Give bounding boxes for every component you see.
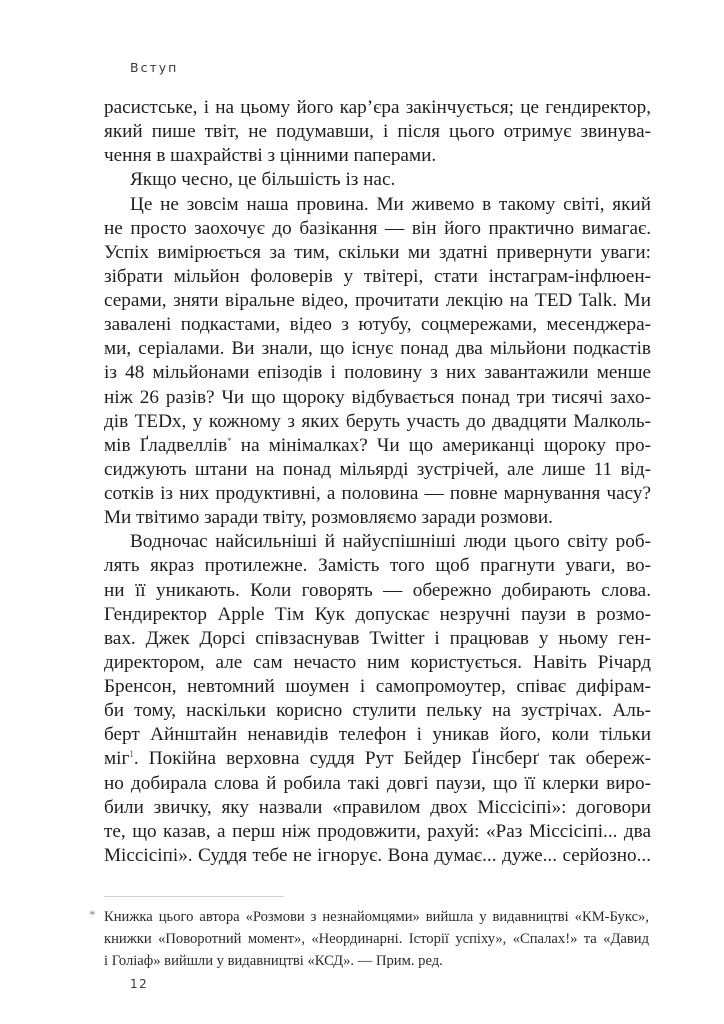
text-line: із 48 мільйонами епізодів і половину з них завантажили менше: [104, 362, 651, 384]
text-line: який пише твіт, не подумавши, і після цього отримує звинува-: [104, 121, 651, 143]
text-line: расистське, і на цьому його кар’єра закінчується; це гендиректор,: [104, 97, 651, 118]
text-line: чення в шахрайстві з цінними паперами.: [104, 145, 437, 167]
text-span: міг: [104, 748, 130, 770]
text-line: [104, 434, 651, 458]
text-line: лять якраз протилежне. Замість того щоб прагнути уваги, во-: [104, 555, 651, 577]
footnote-line: Книжка цього автора «Розмови з незнайомцями» вийшла у видавництві «КМ-Букс»,: [104, 909, 649, 925]
endnote-reference[interactable]: 1: [129, 749, 134, 760]
footnote-divider: [104, 896, 284, 897]
text-line: дів TEDx, у кожному з яких беруть участь до двадцяти Малколь-: [104, 410, 651, 432]
text-line: били звичку, яку назвали «правилом двох Міссісіпі»: договори: [104, 796, 651, 818]
footnote: [89, 906, 649, 972]
text-line: Водночас найсильніші й найуспішніші люди цього світу роб-: [130, 531, 651, 553]
text-line: би тому, наскільки корисно стулити пельку на зустрічах. Аль-: [104, 700, 651, 722]
text-span: мів Ґладвеллів: [104, 434, 228, 456]
text-line: Успіх вимірюється за тим, скільки ми здатні привернути уваги:: [104, 241, 651, 263]
text-line: вах. Джек Дорсі співзаснував Twitter і працював у ньому ген-: [104, 627, 651, 649]
page-number: 12: [130, 977, 149, 991]
text-line: серами, зняти віральне відео, прочитати лекцію на TED Talk. Ми: [104, 290, 651, 311]
text-line: Бренсон, невтомний шоумен і самопромоутер, співає дифірам-: [104, 676, 651, 697]
text-line: Якщо чесно, це більшість із нас.: [130, 169, 396, 191]
text-line: ніж 26 разів? Чи що щороку відбувається понад три тисячі захо-: [104, 386, 651, 408]
text-line: но добирала слова й робила такі довгі паузи, що її клерки виро-: [104, 772, 651, 794]
text-span: . Покійна верховна суддя Рут Бейдер Ґінсберґ так обереж-: [133, 748, 651, 770]
footnote-reference[interactable]: *: [227, 435, 232, 446]
footnote-asterisk-icon: *: [89, 907, 96, 922]
footnote-line: книжки «Поворотний момент», «Неординарні. Історії успіху», «Спалах!» та «Давид: [104, 931, 649, 947]
text-line: директором, але сам нечасто ним користується. Навіть Річард: [104, 651, 651, 673]
body-text: [104, 96, 651, 868]
text-line: те, що казав, а перш ніж продовжити, рахуй: «Раз Міссісіпі... два: [104, 820, 651, 842]
text-line: сиджують штани на понад мільярді зустрічей, але лише 11 від-: [104, 458, 651, 480]
text-line: ни її уникають. Коли говорять — обережно добирають слова.: [104, 579, 651, 601]
running-head: Вступ: [130, 60, 179, 75]
text-line: не просто заохочує до базікання — він його практично вимагає.: [104, 217, 651, 239]
text-line: Міссісіпі». Суддя тебе не ігнорує. Вона думає... дуже... серйозно...: [104, 844, 651, 866]
text-line: берт Айнштайн ненавидів телефон і уникав його, коли тільки: [104, 724, 651, 746]
text-line: завалені подкастами, відео з ютубу, соцмережами, месенджера-: [104, 314, 651, 336]
text-line: [104, 747, 651, 771]
text-line: ми, серіалами. Ви знали, що існує понад два мільйони подкастів: [104, 338, 651, 360]
text-line: Це не зовсім наша провина. Ми живемо в такому світі, який: [130, 193, 651, 215]
text-line: Гендиректор Apple Тім Кук допускає незручні паузи в розмо-: [104, 603, 651, 625]
footnote-line: і Голіаф» вийшли у видавництві «КСД». — Прим. ред.: [104, 953, 443, 969]
text-line: зібрати мільйон фоловерів у твітері, стати інстаграм-інфлюен-: [104, 265, 651, 287]
text-line: сотків із них продуктивні, а половина — повне марнування часу?: [104, 483, 651, 504]
text-span: на мінімалках? Чи що американці щороку про-: [231, 434, 652, 456]
text-line: Ми твітимо заради твіту, розмовляємо заради розмови.: [104, 507, 553, 529]
